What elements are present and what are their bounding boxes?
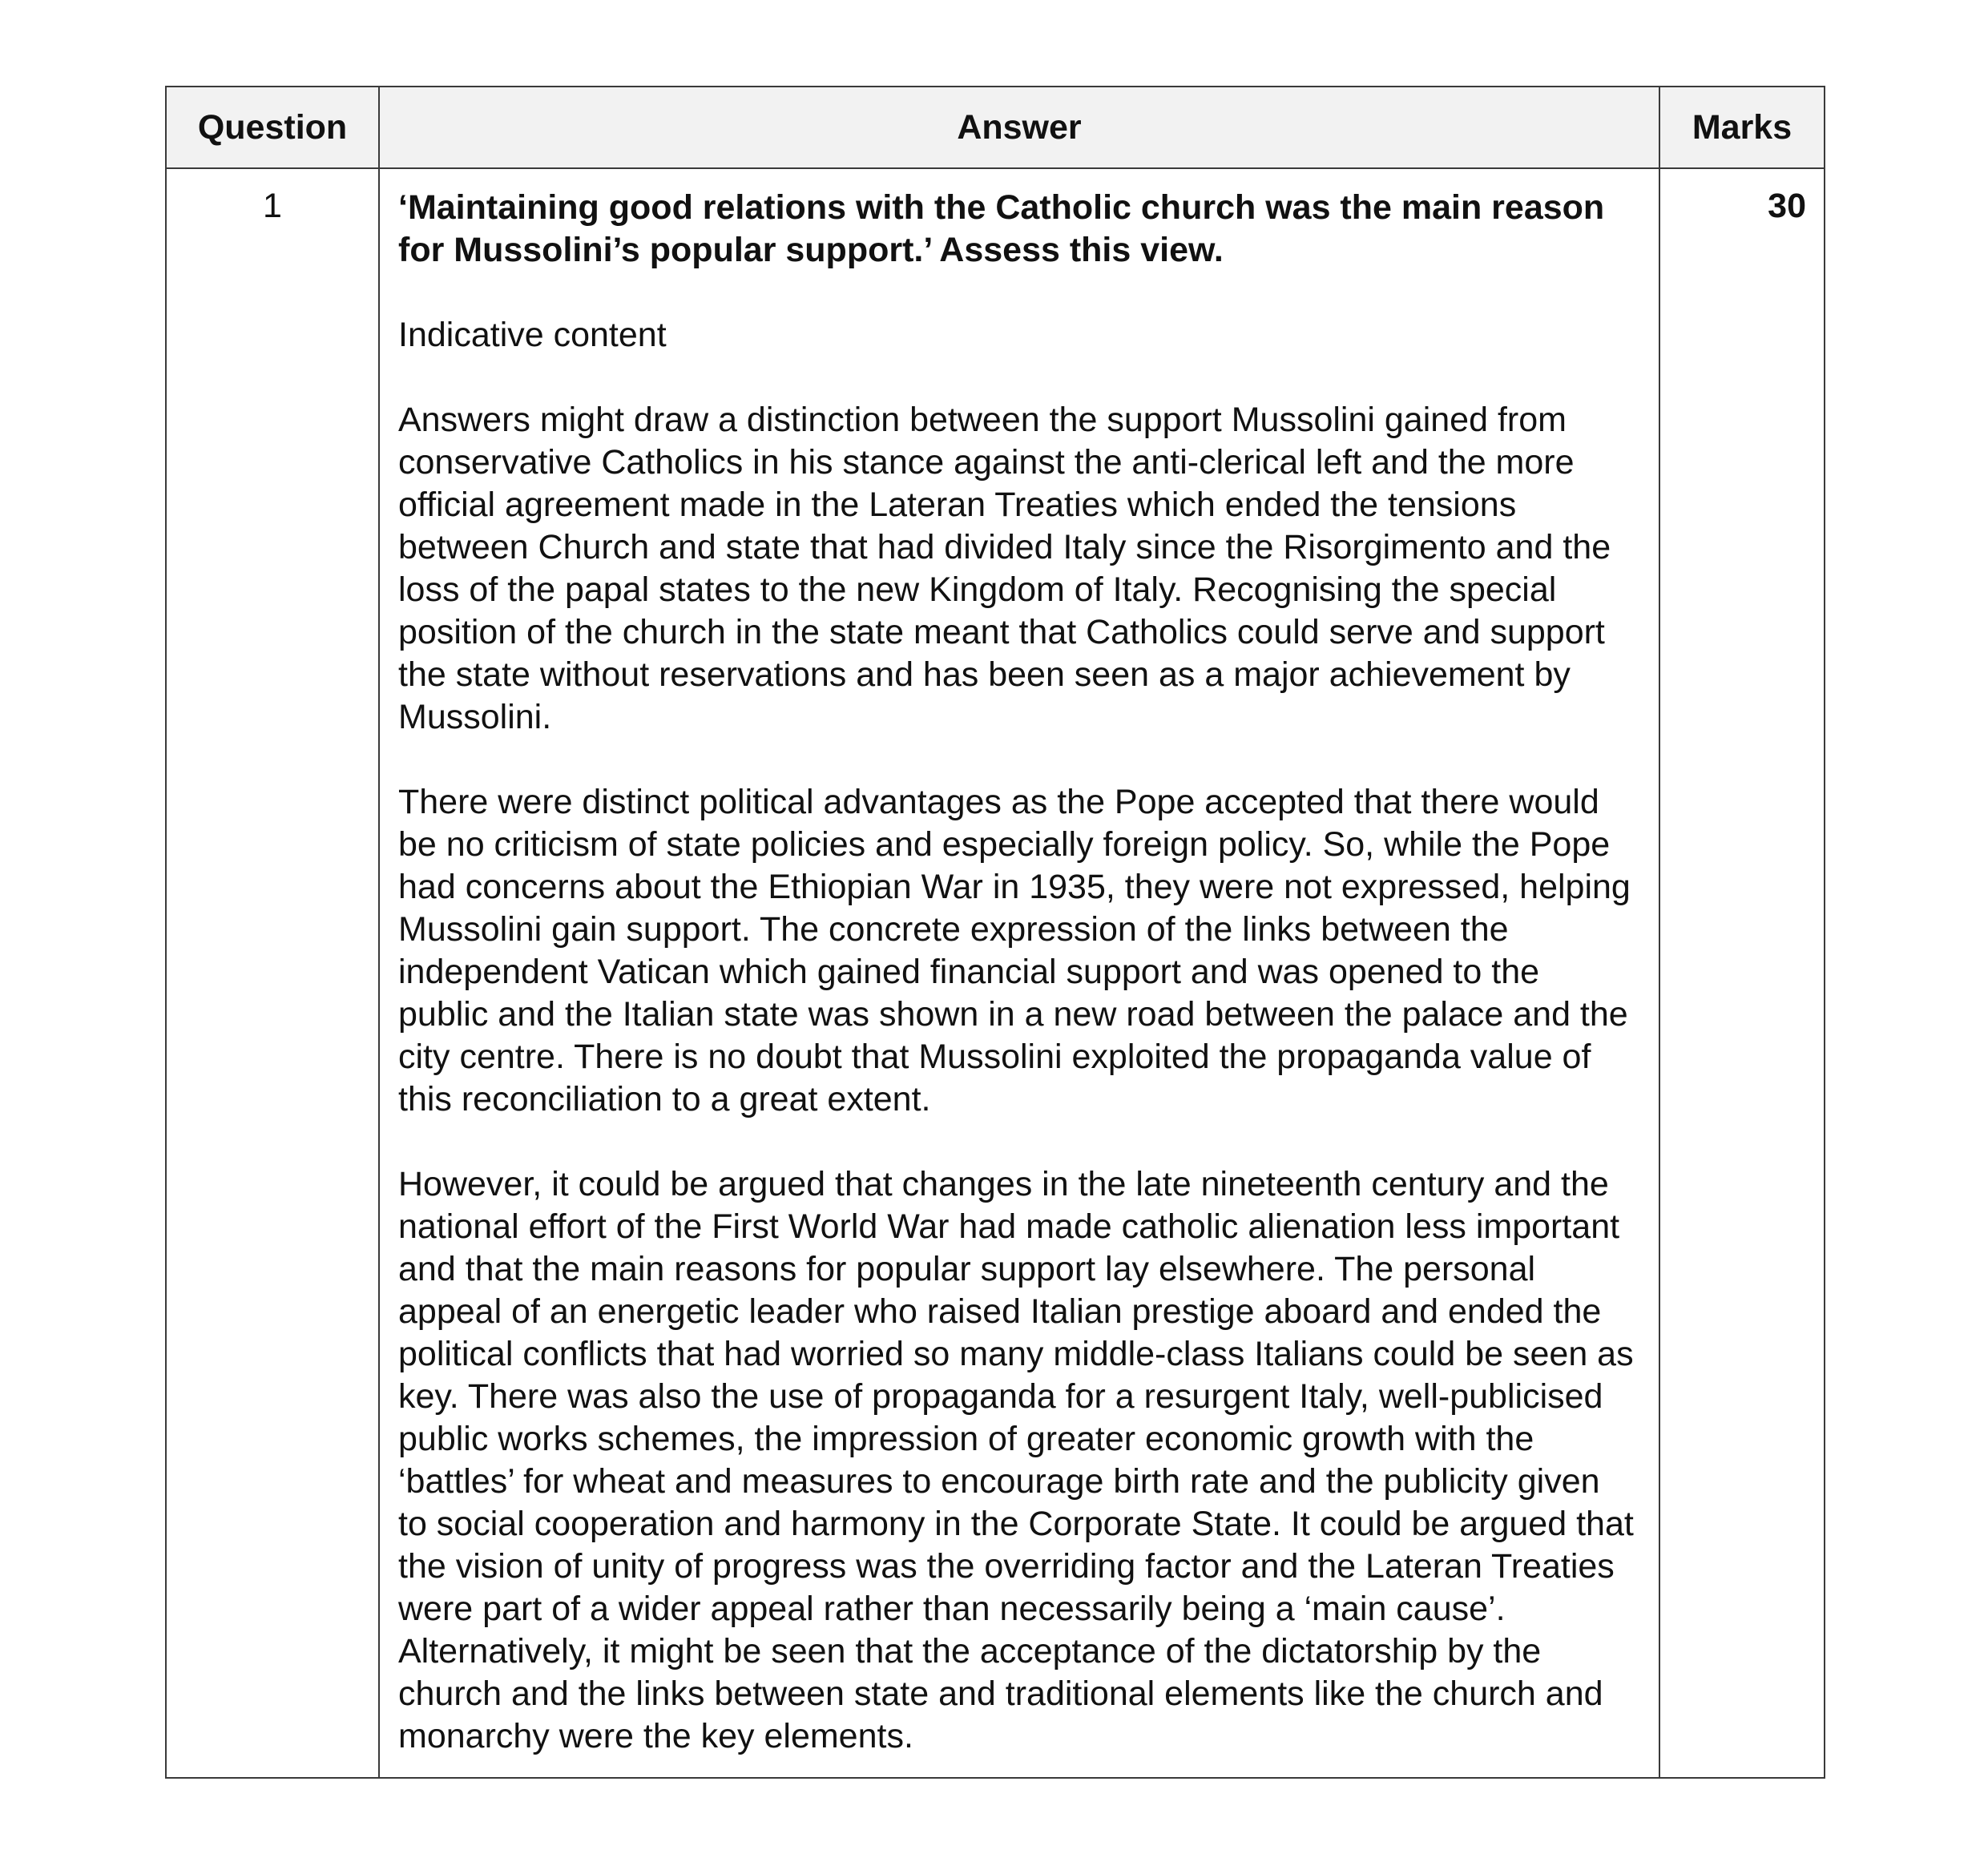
- question-text: ‘Maintaining good relations with the Catholic church was the main reason for Mussolini’s popular support.’ Assess this view.: [398, 188, 1605, 269]
- marks-header: Marks: [1659, 87, 1825, 168]
- indicative-content-label: Indicative content: [398, 316, 667, 354]
- question-header: Question: [166, 87, 379, 168]
- question-number: 1: [166, 168, 379, 1778]
- table-row: [166, 168, 1825, 1778]
- marks-value: 30: [1659, 168, 1825, 1778]
- header-row: [166, 87, 1825, 168]
- answer-header: Answer: [379, 87, 1659, 168]
- answer-paragraph: However, it could be argued that changes in the late nineteenth century and the national effort of the First World War had made catholic alienation less important and that the main reasons for popular support lay elsewhere. The personal appeal of an energetic leader who raised Italian prestige aboard and ended the political conflicts that had worried so many middle-class Italians could be seen as key. There was also the use of propaganda for a resurgent Italy, well-publicised public works schemes, the impression of greater economic growth with the ‘battles’ for wheat and measures to encourage birth rate and the publicity given to social cooperation and harmony in the Corporate State. It could be argued that the vision of unity of progress was the overriding factor and the Lateran Treaties were part of a wider appeal rather than necessarily being a ‘main cause’. Alternatively, it might be seen that the acceptance of the dictatorship by the church and the links between state and traditional elements like the church and monarchy were the key elements.: [398, 1165, 1634, 1755]
- mark-scheme-table: [165, 86, 1825, 1779]
- answer-paragraph: Answers might draw a distinction between the support Mussolini gained from conservative Catholics in his stance against the anti-clerical left and the more official agreement made in the Lateran Treaties which ended the tensions between Church and state that had divided Italy since the Risorgimento and the loss of the papal states to the new Kingdom of Italy. Recognising the special position of the church in the state meant that Catholics could serve and support the state without reservations and has been seen as a major achievement by Mussolini.: [398, 401, 1611, 736]
- answer-paragraph: There were distinct political advantages as the Pope accepted that there would be no criticism of state policies and especially foreign policy. So, while the Pope had concerns about the Ethiopian War in 1935, they were not expressed, helping Mussolini gain support. The concrete expression of the links between the independent Vatican which gained financial support and was opened to the public and the Italian state was shown in a new road between the palace and the city centre. There is no doubt that Mussolini exploited the propaganda value of this reconciliation to a great extent.: [398, 783, 1631, 1118]
- answer-cell: [379, 168, 1659, 1778]
